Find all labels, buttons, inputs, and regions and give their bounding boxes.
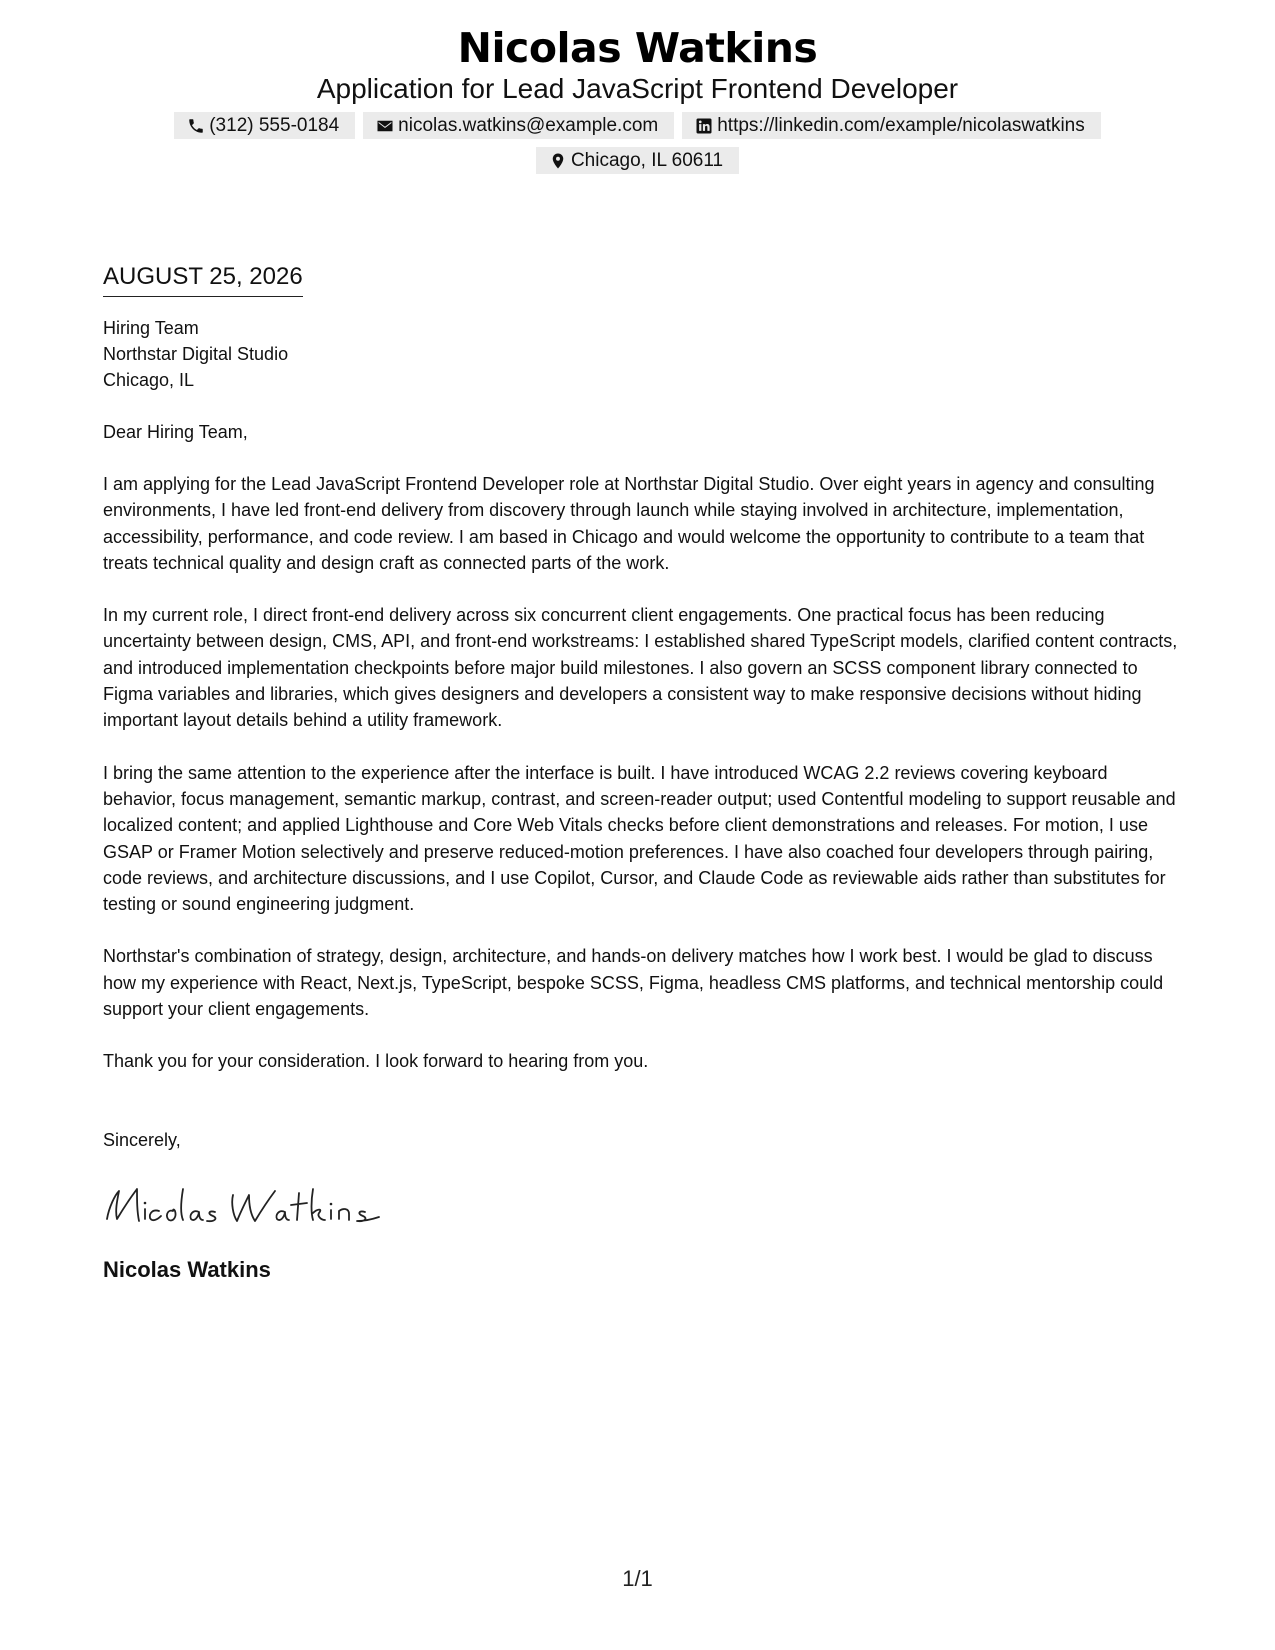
phone-icon xyxy=(187,117,205,135)
contact-bar xyxy=(168,112,1108,174)
contact-linkedin[interactable] xyxy=(682,112,1101,139)
location-text: Chicago, IL 60611 xyxy=(570,149,724,171)
contact-phone xyxy=(174,112,355,139)
phone-number: (312) 555-0184 xyxy=(209,114,340,136)
body-paragraph: Thank you for your consideration. I look forward to hearing from you. xyxy=(103,1051,649,1072)
contact-location xyxy=(536,147,739,174)
letter-header xyxy=(0,22,1275,174)
envelope-icon xyxy=(376,117,394,135)
recipient-block xyxy=(103,315,1183,393)
recipient-line: Northstar Digital Studio xyxy=(103,344,289,364)
application-subtitle: Application for Lead JavaScript Frontend Developer xyxy=(316,73,959,104)
recipient-line: Hiring Team xyxy=(103,318,199,338)
letter-body xyxy=(103,262,1183,1284)
contact-email[interactable] xyxy=(363,112,674,139)
linkedin-icon xyxy=(695,117,713,135)
handwritten-signature xyxy=(103,1181,403,1231)
body-paragraph: In my current role, I direct front-end delivery across six concurrent client engagements. One practical focus has been reducing uncertainty between design, CMS, API, and front-end workstreams: I established shared TypeScript models, clarified content contracts, and introduced implementation checkpoints before major build milestones. I also govern an SCSS component library connected to Figma variables and libraries, which gives designers and developers a consistent way to make responsive decisions without hiding important layout details behind a utility framework. xyxy=(103,605,1178,731)
page-number: 1/1 xyxy=(622,1566,653,1591)
body-paragraph: I am applying for the Lead JavaScript Frontend Developer role at Northstar Digital Studio. Over eight years in agency and consulting environments, I have led front-end delivery from discovery through launch while staying involved in architecture, implementation, accessibility, performance, and code review. I am based in Chicago and would welcome the opportunity to contribute to a team that treats technical quality and design craft as connected parts of the work. xyxy=(103,474,1155,573)
body-paragraph: Northstar's combination of strategy, design, architecture, and hands-on delivery matches how I work best. I would be glad to discuss how my experience with React, Next.js, TypeScript, bespoke SCSS, Figma, headless CMS platforms, and technical mentorship could support your client engagements. xyxy=(103,946,1164,1020)
recipient-line: Chicago, IL xyxy=(103,370,195,390)
linkedin-url[interactable]: https://linkedin.com/example/nicolaswatkins xyxy=(717,114,1085,136)
closing: Sincerely, xyxy=(103,1129,181,1150)
signed-name: Nicolas Watkins xyxy=(103,1256,271,1282)
applicant-name: Nicolas Watkins xyxy=(457,24,818,72)
map-marker-icon xyxy=(549,152,567,170)
body-paragraph: I bring the same attention to the experience after the interface is built. I have introduced WCAG 2.2 reviews covering keyboard behavior, focus management, semantic markup, contrast, and screen-reader output; used Contentful modeling to support reusable and localized content; and applied Lighthouse and Core Web Vitals checks before client demonstrations and releases. For motion, I use GSAP or Framer Motion selectively and preserve reduced-motion preferences. I have also coached four developers through pairing, code reviews, and architecture discussions, and I use Copilot, Cursor, and Claude Code as reviewable aids rather than substitutes for testing or sound engineering judgment. xyxy=(103,762,1176,915)
email-address[interactable]: nicolas.watkins@example.com xyxy=(398,114,659,136)
salutation: Dear Hiring Team, xyxy=(103,422,248,442)
letter-date: AUGUST 25, 2026 xyxy=(103,262,303,297)
